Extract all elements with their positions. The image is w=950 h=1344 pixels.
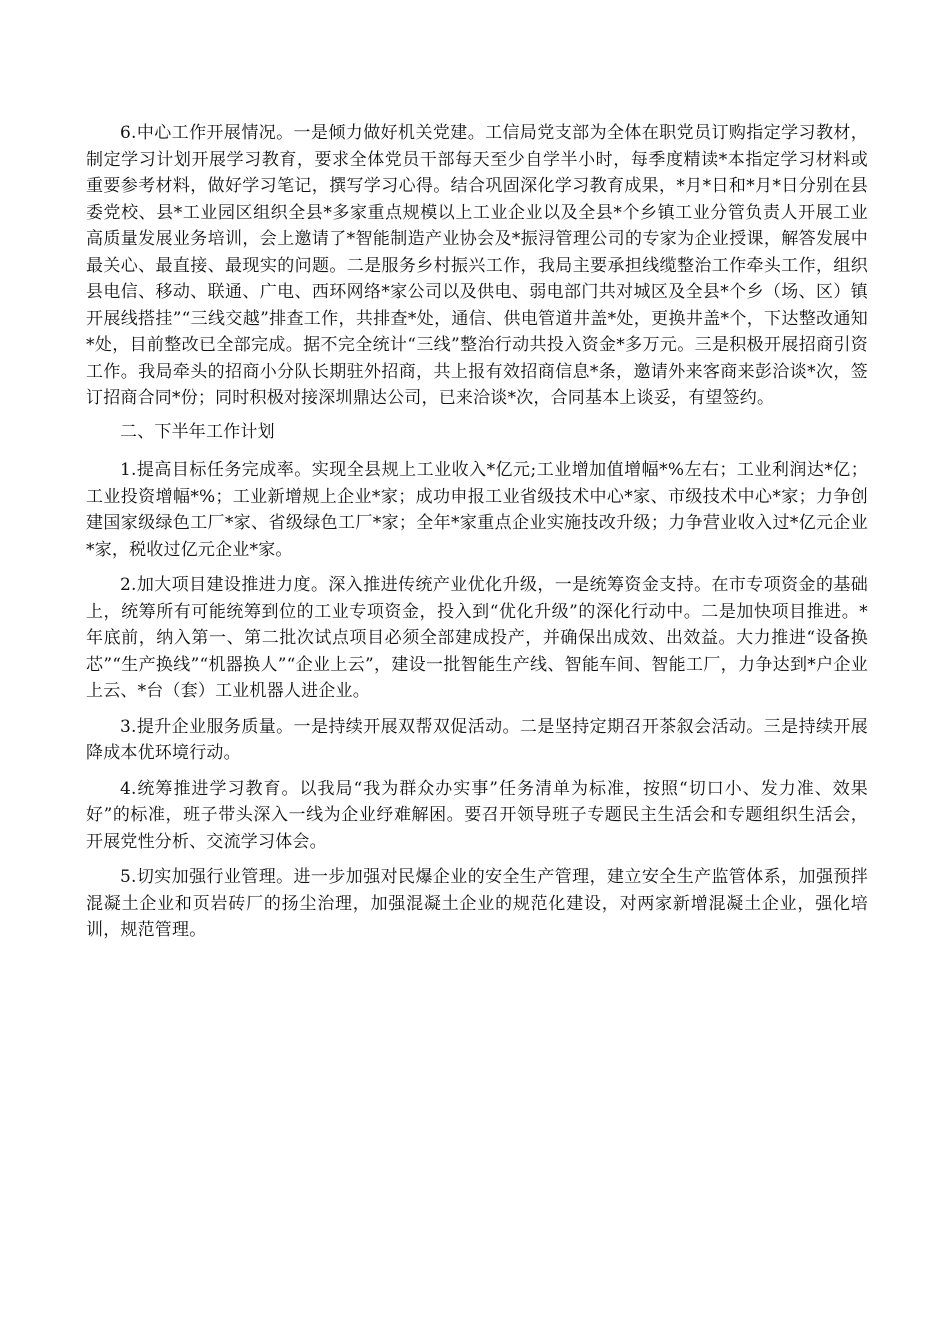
paragraph-central-work: 6.中心工作开展情况。一是倾力做好机关党建。工信局党支部为全体在职党员订购指定学习教材，制定学习计划开展学习教育，要求全体党员干部每天至少自学半小时，每季度精读*本指定学习材料或重要参考材料，做好学习笔记，撰写学习心得。结合巩固深化学习教育成果，*月*日和*月*日分别在县委党校、县*工业园区组织全县*多家重点规模以上工业企业以及全县*个乡镇工业分管负责人开展工业高质量发展业务培训，会上邀请了*智能制造产业协会及*振浔管理公司的专家为企业授课，解答发展中最关心、最直接、最现实的问题。二是服务乡村振兴工作，我局主要承担线缆整治工作牵头工作，组织县电信、移动、联通、广电、西环网络*家公司以及供电、弱电部门共对城区及全县*个乡（场、区）镇开展线搭挂”“三线交越”排查工作，共排查*处，通信、供电管道井盖*处，更换井盖*个，下达整改通知*处，目前整改已全部完成。据不完全统计“三线”整治行动共投入资金*多万元。三是积极开展招商引资工作。我局牵头的招商小分队长期驻外招商，共上报有效招商信息*条，邀请外来客商来彭洽谈*次，签订招商合同*份；同时积极对接深圳鼎达公司，已来洽谈*次，合同基本上谈妥，有望签约。 — [86, 123, 868, 408]
paragraph-plan-3: 3.提升企业服务质量。一是持续开展双帮双促活动。二是坚持定期召开茶叙会活动。三是持续开展降成本优环境行动。 — [86, 716, 868, 763]
paragraph-plan-2: 2.加大项目建设推进力度。深入推进传统产业优化升级，一是统筹资金支持。在市专项资金的基础上，统筹所有可能统筹到位的工业专项资金，投入到“优化升级”的深化行动中。二是加快项目推进。*年底前，纳入第一、第二批次试点项目必须全部建成投产，并确保出成效、出效益。大力推进“设备换芯”“生产换线”“机器换人”“企业上云”，建设一批智能生产线、智能车间、智能工厂，力争达到*户企业上云、*台（套）工业机器人进企业。 — [86, 575, 868, 701]
document-page — [86, 120, 868, 953]
paragraph-plan-4: 4.统筹推进学习教育。以我局“我为群众办实事”任务清单为标准，按照“切口小、发力准、效果好”的标准，班子带头深入一线为企业纾难解困。要召开领导班子专题民主生活会和专题组织生活会，开展党性分析、交流学习体会。 — [86, 778, 868, 852]
paragraph-plan-5: 5.切实加强行业管理。进一步加强对民爆企业的安全生产管理，建立安全生产监管体系，加强预拌混凝土企业和页岩砖厂的扬尘治理，加强混凝土企业的规范化建设，对两家新增混凝土企业，强化培训，规范管理。 — [86, 867, 868, 940]
section-heading-second-half-plan: 二、下半年工作计划 — [120, 421, 275, 442]
paragraph-plan-1: 1.提高目标任务完成率。实现全县规上工业收入*亿元;工业增加值增幅*%左右；工业利润达*亿；工业投资增幅*%；工业新增规上企业*家；成功申报工业省级技术中心*家、市级技术中心*家；力争创建国家级绿色工厂*家、省级绿色工厂*家；全年*家重点企业实施技改升级；力争营业收入过*亿元企业*家，税收过亿元企业*家。 — [86, 460, 868, 560]
